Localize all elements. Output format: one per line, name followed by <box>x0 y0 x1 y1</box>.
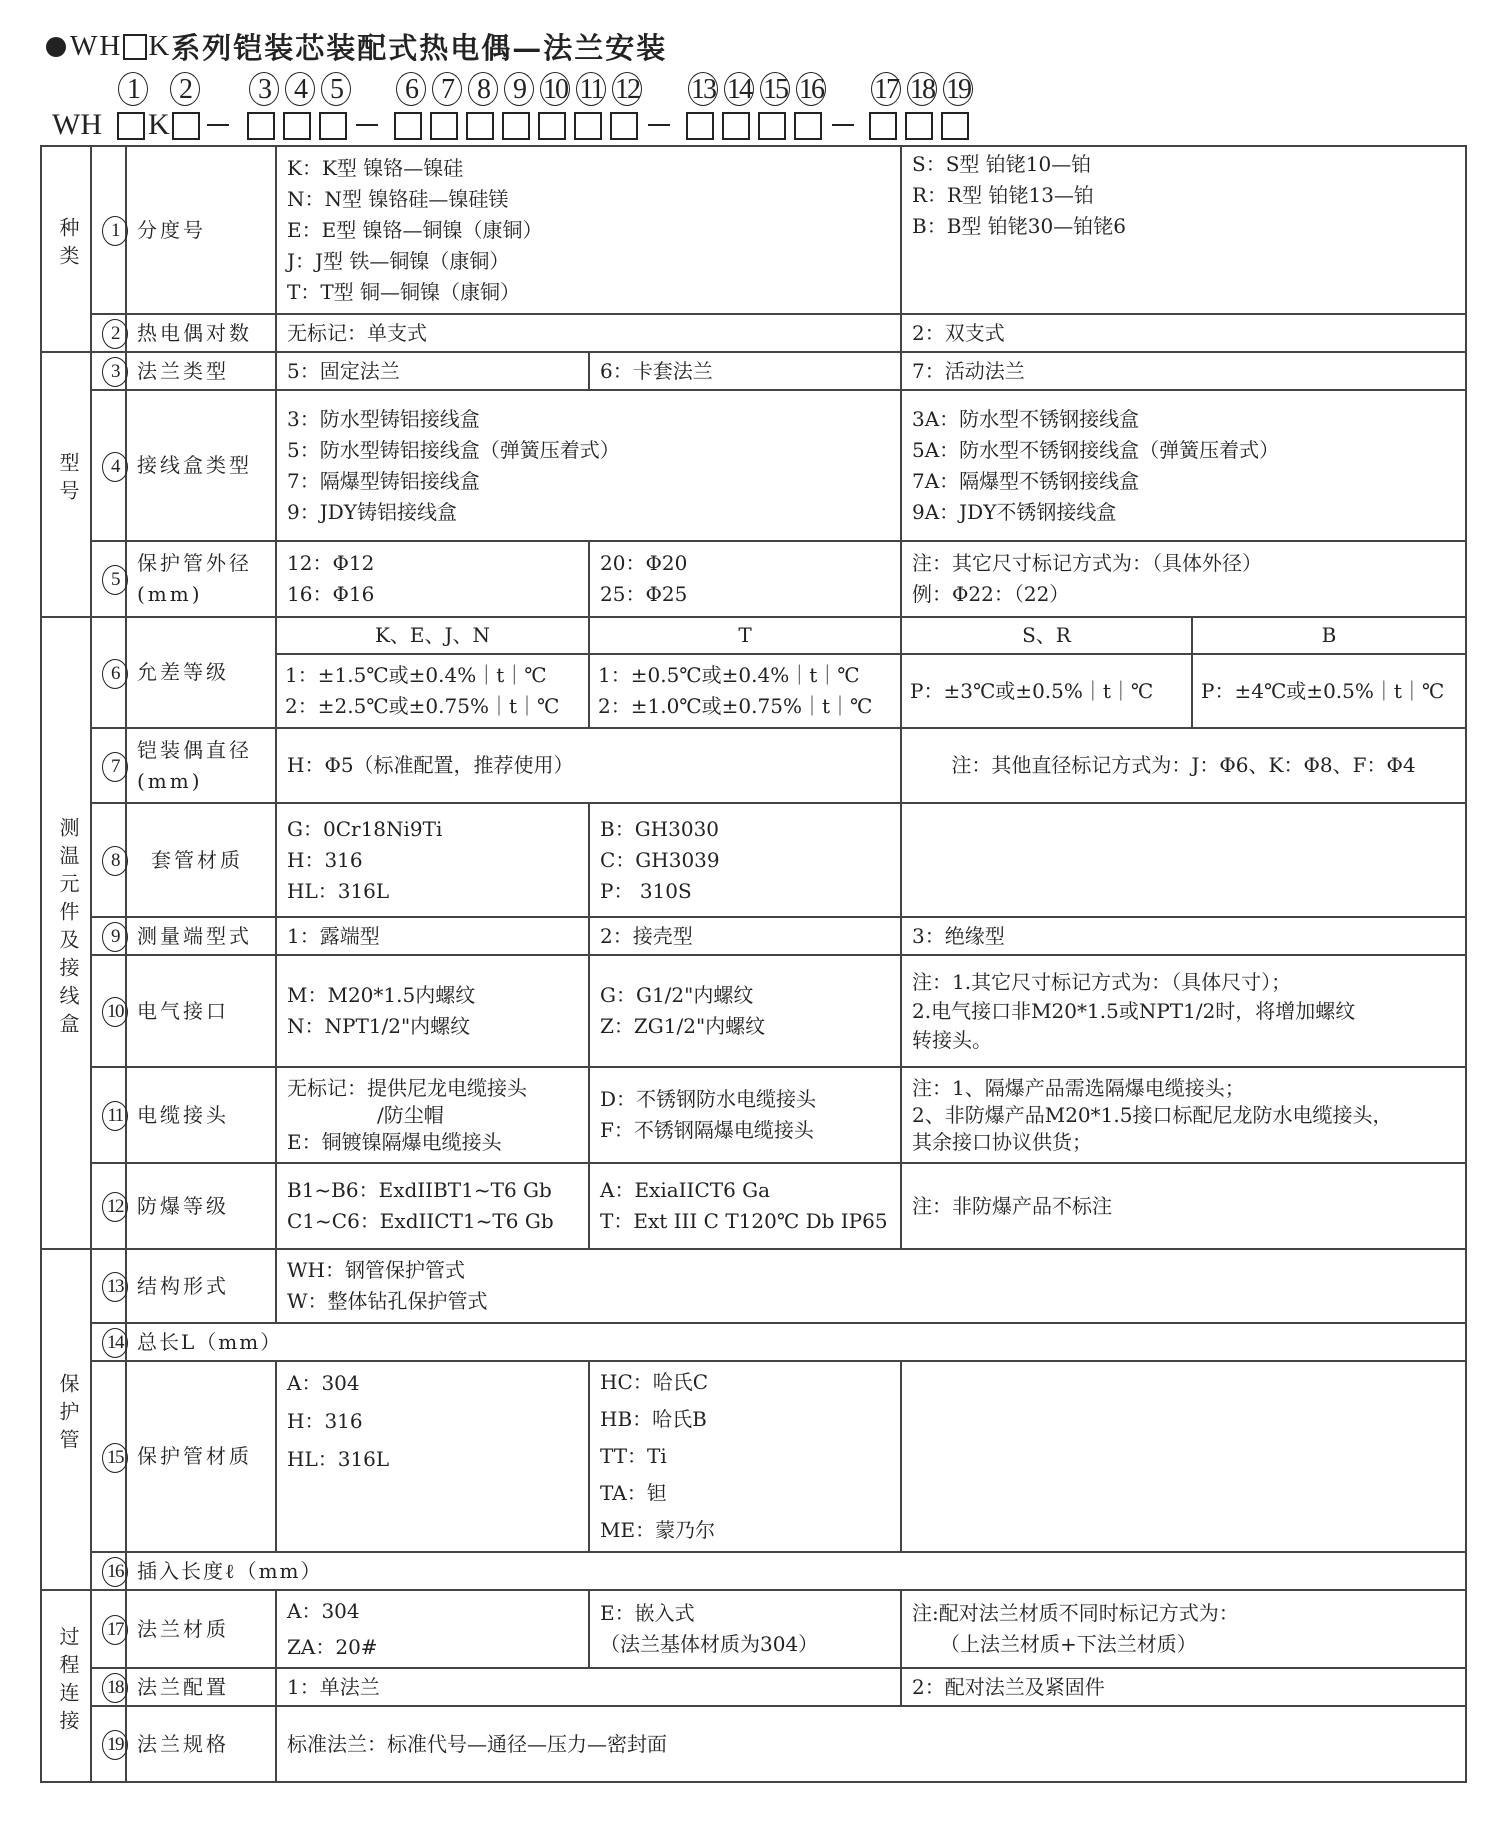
title-prefix: WH <box>70 30 123 62</box>
row-name: 允差等级 <box>126 617 276 728</box>
row-number-label: 18 <box>102 1673 128 1703</box>
table-row <box>41 1249 1466 1323</box>
category-cell <box>41 1590 91 1782</box>
table-row <box>41 1361 1466 1552</box>
row-name: 保护管材质 <box>126 1361 276 1552</box>
row-number-label: 17 <box>102 1615 128 1645</box>
note-cell <box>901 541 1466 617</box>
cell-text-line: H：316 <box>287 1409 363 1433</box>
row-number <box>91 1163 126 1249</box>
table-row <box>41 1323 1466 1361</box>
row-name: 分度号 <box>126 146 276 314</box>
cell-text-line: 保护管外径 <box>137 551 252 575</box>
option-cell: 6：卡套法兰 <box>589 352 901 390</box>
cell-text-line: 2、非防爆产品M20*1.5接口标配尼龙防水电缆接头， <box>912 1102 1393 1127</box>
table-row <box>41 1163 1466 1249</box>
model-code-mid: K <box>148 108 170 141</box>
row-number <box>91 1668 126 1706</box>
option-cell: 无标记：单支式 <box>276 314 901 352</box>
cell-text-line: A：304 <box>287 1599 360 1623</box>
cell-text-line: /防尘帽 <box>377 1102 444 1127</box>
cell-text-line: P： 310S <box>600 878 692 903</box>
cell-text-line: 注：1.其它尺寸标记方式为：（具体尺寸）； <box>912 969 1292 994</box>
code-box <box>722 112 750 140</box>
row-name: 电气接口 <box>126 955 276 1067</box>
table-row <box>41 390 1466 541</box>
table-row <box>41 1067 1466 1163</box>
title-text: 系列铠装芯装配式热电偶—法兰安装 <box>171 31 668 65</box>
row-number <box>91 1590 126 1668</box>
code-box <box>172 112 200 140</box>
table-row <box>41 352 1466 390</box>
code-box <box>941 112 969 140</box>
code-dash <box>648 124 670 126</box>
row-number-label: 9 <box>102 922 128 952</box>
option-cell <box>276 1067 589 1163</box>
cell-text-line: 1：±1.5℃或±0.4%｜t｜℃ <box>285 663 547 687</box>
option-cell: H：Φ5（标准配置，推荐使用） <box>276 728 901 803</box>
category-cell <box>41 146 91 352</box>
cell-text-line: R：R型 铂铑13—铂 <box>912 183 1094 207</box>
option-cell <box>276 1361 589 1552</box>
option-cell <box>589 803 901 917</box>
code-box <box>319 112 347 140</box>
table-row <box>41 728 1466 803</box>
position-number: 15 <box>760 72 790 106</box>
row-number-label: 11 <box>102 1101 128 1131</box>
category-cell <box>41 352 91 617</box>
cell-text-line: E：铜镀镍隔爆电缆接头 <box>287 1129 502 1154</box>
table-row <box>41 541 1466 617</box>
row-number <box>91 1552 126 1590</box>
cell-text-line: 5：防水型铸铝接线盒（弹簧压着式） <box>287 437 620 462</box>
cell-text-line: W：整体钻孔保护管式 <box>287 1289 488 1313</box>
row-number-label: 5 <box>102 565 128 595</box>
option-cell <box>276 1163 589 1249</box>
cell-text-line: N：N型 镍铬硅—镍硅镁 <box>287 186 509 211</box>
cell-text-line: 7：隔爆型铸铝接线盒 <box>287 468 480 493</box>
code-dash <box>207 124 229 126</box>
bullet-icon <box>46 37 66 57</box>
row-name: 接线盒类型 <box>126 390 276 541</box>
note-cell <box>901 1590 1466 1668</box>
row-number-label: 3 <box>102 357 128 387</box>
note-cell <box>901 955 1466 1067</box>
code-box <box>117 112 145 140</box>
row-number <box>91 390 126 541</box>
option-cell <box>589 1067 901 1163</box>
cell-text-line: B1~B6：ExdIIBT1~T6 Gb <box>287 1178 552 1202</box>
option-cell: 标准法兰：标准代号—通径—压力—密封面 <box>276 1706 1466 1782</box>
cell-text-line: 7A：隔爆型不锈钢接线盒 <box>912 468 1140 493</box>
position-number: 18 <box>907 72 937 106</box>
title-suffix: K <box>148 30 172 62</box>
model-code <box>0 108 1500 144</box>
row-number-label: 7 <box>102 752 128 782</box>
cell-text-line: HB：哈氏B <box>600 1407 707 1431</box>
row-name: 插入长度ℓ（mm） <box>126 1552 1466 1590</box>
option-cell <box>276 1249 1466 1323</box>
cell-text-line: A：ExiaIICT6 Ga <box>600 1178 771 1202</box>
cell-text-line: WH：钢管保护管式 <box>287 1258 465 1282</box>
row-number-label: 8 <box>102 846 128 876</box>
cell-text-line: T：T型 铜—铜镍（康铜） <box>287 279 521 304</box>
option-cell <box>589 955 901 1067</box>
table-row <box>41 955 1466 1067</box>
position-number: 9 <box>504 72 534 106</box>
position-number: 6 <box>396 72 426 106</box>
position-numbers <box>0 72 1500 112</box>
code-box <box>394 112 422 140</box>
option-cell: 1：单法兰 <box>276 1668 901 1706</box>
row-number <box>91 917 126 955</box>
row-number-label: 15 <box>102 1443 128 1473</box>
cell-text-line: TA：钽 <box>600 1481 667 1505</box>
row-name: 测量端型式 <box>126 917 276 955</box>
option-cell: 2：配对法兰及紧固件 <box>901 1668 1466 1706</box>
row-number-label: 6 <box>102 659 128 689</box>
code-box <box>610 112 638 140</box>
empty-cell <box>901 1361 1466 1552</box>
option-cell <box>276 541 589 617</box>
code-box <box>686 112 714 140</box>
cell-text-line: 5A：防水型不锈钢接线盒（弹簧压着式） <box>912 437 1280 462</box>
cell-text-line: 其余接口协议供货； <box>912 1129 1092 1154</box>
position-number: 10 <box>540 72 570 106</box>
category-label: 型号 <box>56 452 80 508</box>
cell-text-line: H：316 <box>287 847 363 872</box>
position-number: 5 <box>321 72 351 106</box>
note-cell: 注：其他直径标记方式为：J：Φ6、K：Φ8、F：Φ4 <box>901 728 1466 803</box>
cell-text-line: B：GH3030 <box>600 816 720 841</box>
option-cell <box>276 955 589 1067</box>
code-box <box>758 112 786 140</box>
cell-text-line: 无标记：提供尼龙电缆接头 <box>287 1075 527 1100</box>
cell-text-line: 注：1、隔爆产品需选隔爆电缆接头； <box>912 1075 1245 1100</box>
tolerance-cell <box>589 654 901 728</box>
code-box <box>502 112 530 140</box>
row-number <box>91 728 126 803</box>
code-box <box>794 112 822 140</box>
table-row <box>41 803 1466 917</box>
row-number-label: 4 <box>102 452 128 482</box>
option-cell <box>589 1163 901 1249</box>
row-number <box>91 1361 126 1552</box>
cell-text-line: E：嵌入式 <box>600 1601 695 1625</box>
cell-text-line: 2：±1.0℃或±0.75%｜t｜℃ <box>598 694 873 718</box>
row-number-label: 13 <box>102 1272 128 1302</box>
cell-text-line: 1：±0.5℃或±0.4%｜t｜℃ <box>598 663 860 687</box>
category-label: 保护管 <box>56 1373 80 1457</box>
row-number-label: 19 <box>102 1730 128 1760</box>
option-cell: 3：绝缘型 <box>901 917 1466 955</box>
table-row <box>41 1668 1466 1706</box>
option-cell <box>901 390 1466 541</box>
cell-text-line: (mm) <box>137 582 203 606</box>
cell-text-line: 16：Φ16 <box>287 582 375 606</box>
cell-text-line: C1~C6：ExdIICT1~T6 Gb <box>287 1209 554 1233</box>
note-cell <box>901 1067 1466 1163</box>
position-number: 17 <box>871 72 901 106</box>
row-number <box>91 541 126 617</box>
category-label: 过程连接 <box>56 1625 80 1738</box>
option-cell <box>276 803 589 917</box>
cell-text-line: HL：316L <box>287 878 390 903</box>
row-number <box>91 146 126 314</box>
option-cell <box>276 146 901 314</box>
cell-text-line: Z：ZG1/2"内螺纹 <box>600 1014 766 1038</box>
option-cell <box>589 1361 901 1552</box>
code-dash <box>832 124 854 126</box>
row-number <box>91 1249 126 1323</box>
option-cell: 5：固定法兰 <box>276 352 589 390</box>
cell-text-line: B：B型 铂铑30—铂铑6 <box>912 214 1126 238</box>
cell-text-line: (mm) <box>137 768 203 793</box>
code-box <box>538 112 566 140</box>
position-number: 8 <box>468 72 498 106</box>
code-box <box>247 112 275 140</box>
code-box <box>283 112 311 140</box>
row-name: 法兰材质 <box>126 1590 276 1668</box>
table-row <box>41 917 1466 955</box>
table-row <box>41 1552 1466 1590</box>
cell-text-line: HC：哈氏C <box>600 1370 709 1394</box>
cell-text-line: ZA：20# <box>287 1635 378 1659</box>
code-box <box>905 112 933 140</box>
cell-text-line: A：304 <box>287 1371 360 1395</box>
placeholder-box <box>123 34 147 60</box>
cell-text-line: N：NPT1/2"内螺纹 <box>287 1014 471 1038</box>
row-name: 热电偶对数 <box>126 314 276 352</box>
cell-text-line: M：M20*1.5内螺纹 <box>287 983 476 1007</box>
row-number <box>91 803 126 917</box>
option-cell: 1：露端型 <box>276 917 589 955</box>
table-row <box>41 314 1466 352</box>
option-cell: 7：活动法兰 <box>901 352 1466 390</box>
option-cell <box>589 541 901 617</box>
cell-text-line: HL：316L <box>287 1447 390 1471</box>
code-box <box>466 112 494 140</box>
cell-text-line: 20：Φ20 <box>600 551 688 575</box>
table-row <box>41 617 1466 654</box>
tolerance-cell <box>276 654 589 728</box>
table-row <box>41 1706 1466 1782</box>
cell-text-line: 3：防水型铸铝接线盒 <box>287 406 480 431</box>
row-name: 法兰规格 <box>126 1706 276 1782</box>
position-number: 12 <box>612 72 642 106</box>
category-label: 测温元件及接线盒 <box>56 816 80 1041</box>
model-code-prefix: WH <box>52 108 102 141</box>
cell-text-line: K：K型 镍铬—镍硅 <box>287 155 464 180</box>
row-number-label: 1 <box>102 216 128 246</box>
option-cell: 2：双支式 <box>901 314 1466 352</box>
row-number-label: 10 <box>102 997 128 1027</box>
row-number <box>91 1323 126 1361</box>
row-name: 结构形式 <box>126 1249 276 1323</box>
row-number <box>91 1706 126 1782</box>
position-number: 11 <box>576 72 606 106</box>
row-number <box>91 617 126 728</box>
position-number: 19 <box>943 72 973 106</box>
column-header: K、E、J、N <box>276 617 589 654</box>
empty-cell <box>901 803 1466 917</box>
position-number: 1 <box>118 72 148 106</box>
cell-text-line: 2.电气接口非M20*1.5或NPT1/2时，将增加螺纹 <box>912 998 1356 1023</box>
position-number: 2 <box>170 72 200 106</box>
cell-text-line: 9：JDY铸铝接线盒 <box>287 499 457 524</box>
row-name: 电缆接头 <box>126 1067 276 1163</box>
row-number <box>91 314 126 352</box>
row-name: 法兰类型 <box>126 352 276 390</box>
row-name: 法兰配置 <box>126 1668 276 1706</box>
cell-text-line: ME：蒙乃尔 <box>600 1518 716 1542</box>
row-number <box>91 1067 126 1163</box>
cell-text-line: 注:配对法兰材质不同时标记方式为： <box>912 1601 1239 1625</box>
option-cell <box>276 390 901 541</box>
cell-text-line: E：E型 镍铬—铜镍（康铜） <box>287 217 543 242</box>
position-number: 14 <box>724 72 754 106</box>
cell-text-line: D：不锈钢防水电缆接头 <box>600 1087 817 1111</box>
option-cell <box>901 146 1466 314</box>
row-name <box>126 728 276 803</box>
code-dash <box>356 124 378 126</box>
cell-text-line: G：G1/2"内螺纹 <box>600 983 754 1007</box>
column-header: B <box>1192 617 1466 654</box>
cell-text-line: 铠装偶直径 <box>137 737 252 762</box>
row-name: 防爆等级 <box>126 1163 276 1249</box>
column-header: S、R <box>901 617 1192 654</box>
spec-table <box>40 145 1467 1783</box>
cell-text-line: TT：Ti <box>600 1444 667 1468</box>
cell-text-line: S：S型 铂铑10—铂 <box>912 152 1092 176</box>
cell-text-line: G：0Cr18Ni9Ti <box>287 816 443 841</box>
code-box <box>430 112 458 140</box>
position-number: 16 <box>796 72 826 106</box>
row-number-label: 16 <box>102 1557 128 1587</box>
cell-text-line: 例：Φ22：（22） <box>912 582 1070 606</box>
category-cell <box>41 1249 91 1590</box>
category-cell <box>41 617 91 1249</box>
row-number <box>91 352 126 390</box>
category-label: 种类 <box>56 216 80 273</box>
cell-text-line: 9A：JDY不锈钢接线盒 <box>912 499 1117 524</box>
position-number: 4 <box>285 72 315 106</box>
position-number: 7 <box>432 72 462 106</box>
cell-text-line: 25：Φ25 <box>600 582 688 606</box>
cell-text-line: T：Ext III C T120℃ Db IP65 <box>600 1209 888 1233</box>
position-number: 13 <box>688 72 718 106</box>
table-row <box>41 146 1466 314</box>
row-number <box>91 955 126 1067</box>
option-cell <box>589 1590 901 1668</box>
page-title <box>46 26 667 67</box>
column-header: T <box>589 617 901 654</box>
cell-text-line: 3A：防水型不锈钢接线盒 <box>912 406 1140 431</box>
cell-text-line: J：J型 铁—铜镍（康铜） <box>287 248 510 273</box>
row-number-label: 2 <box>102 319 128 349</box>
row-name: 套管材质 <box>126 803 276 917</box>
cell-text-line: （法兰基体材质为304） <box>600 1632 819 1656</box>
code-box <box>574 112 602 140</box>
cell-text-line: C：GH3039 <box>600 847 720 872</box>
cell-text-line: 转接头。 <box>912 1027 992 1052</box>
cell-text-line: 12：Φ12 <box>287 551 375 575</box>
row-number-label: 12 <box>102 1192 128 1222</box>
cell-text-line: F：不锈钢隔爆电缆接头 <box>600 1118 814 1142</box>
tolerance-cell: P：±4℃或±0.5%｜t｜℃ <box>1192 654 1466 728</box>
table-row <box>41 1590 1466 1668</box>
row-name: 总长L（mm） <box>126 1323 1466 1361</box>
row-number-label: 14 <box>102 1328 128 1358</box>
position-number: 3 <box>249 72 279 106</box>
code-box <box>869 112 897 140</box>
option-cell: 2：接壳型 <box>589 917 901 955</box>
row-name <box>126 541 276 617</box>
cell-text-line: 注：其它尺寸标记方式为：（具体外径） <box>912 551 1262 575</box>
option-cell <box>276 1590 589 1668</box>
cell-text-line: （上法兰材质+下法兰材质） <box>940 1632 1197 1656</box>
cell-text-line: 2：±2.5℃或±0.75%｜t｜℃ <box>285 694 560 718</box>
note-cell: 注：非防爆产品不标注 <box>901 1163 1466 1249</box>
tolerance-cell: P：±3℃或±0.5%｜t｜℃ <box>901 654 1192 728</box>
